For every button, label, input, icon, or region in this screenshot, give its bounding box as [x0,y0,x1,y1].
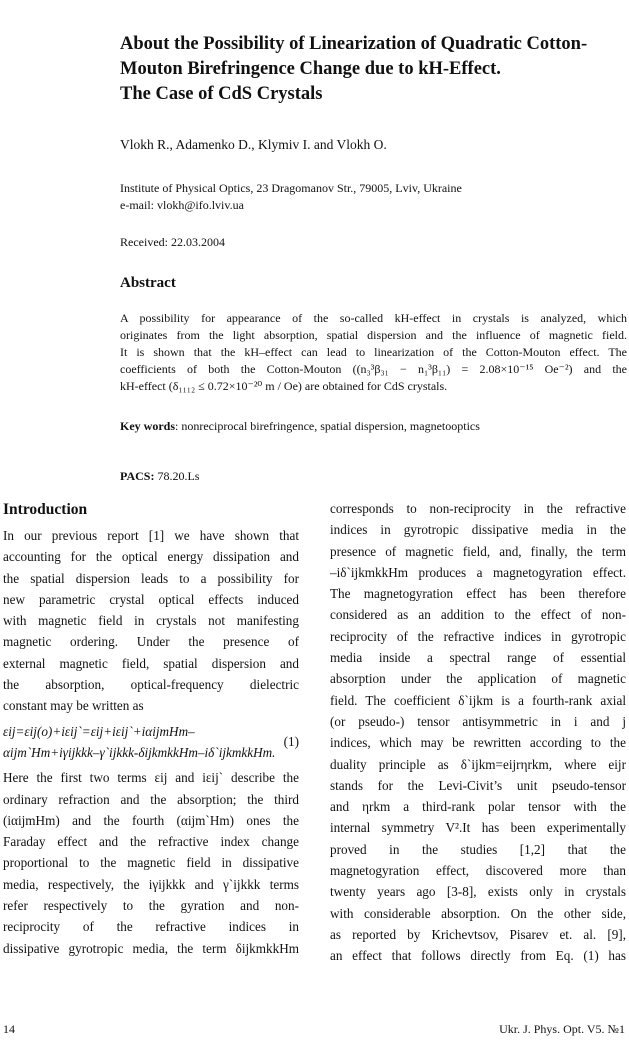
abstract-body [120,310,627,395]
body-line: refer respectively to the gyration and non- [3,898,299,914]
journal-reference: Ukr. J. Phys. Opt. V5. №1 [499,1022,625,1036]
body-line: Faraday effect and the refractive index change [3,834,299,850]
pacs-value: 78.20.Ls [154,469,200,483]
equation-line-1: εij=εij(o)+iεij`=εij+iεij`+iαijmHm– [3,723,195,739]
abstract-line: A possibility for appearance of the so-called kH-effect in crystals is analyzed, which [120,311,627,325]
body-line: (or pseudo-) tensor antisymmetric in i and j [330,713,626,729]
abstract-line: kH-effect (δ₁₁₁₂ ≤ 0.72×10⁻²⁰ m / Oe) are obtained for CdS crystals. [120,379,448,393]
pacs-label: PACS: [120,469,155,483]
received-date: Received: 22.03.2004 [120,235,225,249]
page-number: 14 [3,1022,15,1036]
body-line: constant may be written as [3,698,144,714]
body-line: with considerable absorption. On the other side, [330,905,626,921]
body-line: duality principle as δ`ijkm=eijrηrkm, where eijr [330,756,626,772]
equation-1 [3,721,299,764]
body-line: reciprocity of the refractive indices in [3,919,299,935]
body-line: proved in the studies [1,2] that the [330,841,626,857]
body-line: media inside a spectral range of essential [330,650,626,666]
body-line: The magnetogyration effect has been therefore [330,586,626,602]
body-line: (iαijmHm) and the fourth (αijm`Hm) ones the [3,812,299,828]
title-line-2: Mouton Birefringence Change due to kH-Effect. [120,59,501,79]
body-line: indices in gyrotropic dissipative media in the [330,522,626,538]
body-line: In our previous report [1] we have shown that [3,528,299,543]
body-line: twenty years ago [3-8], exists only in crystals [330,884,626,900]
body-line: media, respectively, the iγijkkk and γ`ijkkk terms [3,876,299,892]
keywords-text: : nonreciprocal birefringence, spatial dispersion, magnetooptics [175,419,480,433]
equation-line-2: αijm`Hm+iγijkkk–γ`ijkkk-δijkmkkHm–iδ`ijkmkkHm. [3,744,276,760]
email: e-mail: vlokh@ifo.lviv.ua [120,198,244,212]
equation-number: (1) [283,733,299,749]
body-line: ordinary refraction and the absorption; the third [3,791,299,807]
introduction-heading: Introduction [3,501,88,518]
body-line: Here the first two terms εij and iεij` describe the [3,770,299,786]
body-line: accounting for the optical energy dissipation and [3,549,299,565]
paper-title [120,32,620,107]
affiliation-block [120,180,462,214]
body-line: new parametric crystal optical effects induced [3,591,299,607]
authors: Vlokh R., Adamenko D., Klymiv I. and Vlokh O. [120,137,387,152]
body-line: dissipative gyrotropic media, the term δijkmkkHm [3,940,299,956]
abstract-line: coefficients of both the Cotton-Mouton ((n₃³β₃₁ − n₁³β₁₁) = 2.08×10⁻¹⁵ Oe⁻²) and the [120,362,627,376]
body-line: field. The coefficient δ`ijkm is a fourth-rank axial [330,692,626,708]
affiliation: Institute of Physical Optics, 23 Dragomanov Str., 79005, Lviv, Ukraine [120,181,462,195]
keywords [120,419,480,434]
body-line: with magnetic field in crystals not manifesting [3,613,299,629]
abstract-line: It is shown that the kH–effect can lead to linearization of the Cotton-Mouton effect. The [120,345,627,359]
pacs [120,469,199,484]
abstract-heading: Abstract [120,275,176,291]
body-line: and ηrkm a third-rank polar tensor with the [330,799,626,815]
body-line: external magnetic field, spatial dispersion and [3,655,299,671]
body-line: the absorption, optical-frequency dielectric [3,677,299,693]
left-column [3,525,299,959]
title-line-1: About the Possibility of Linearization of Quadratic Cotton- [120,34,588,54]
body-line: corresponds to non-reciprocity in the refractive [330,501,626,516]
body-line: reciprocity of the refractive indices in gyrotropic [330,628,626,644]
body-line: internal symmetry V².It has been experimentally [330,820,626,836]
body-line: indices, which may be rewritten according to the [330,735,626,751]
body-line: presence of magnetic field, and, finally, the term [330,543,626,559]
body-line: as reported by Krichevtsov, Pisarev et. al. [9], [330,926,626,942]
body-line: magnetic ordering. Under the presence of [3,634,299,650]
body-line: proportional to the magnetic field in dissipative [3,855,299,871]
body-line: –iδ`ijkmkkHm produces a magnetogyration effect. [330,564,626,580]
body-line: the spatial dispersion leads to a possibility for [3,570,299,586]
body-line: an effect that follows directly from Eq. (1) has [330,948,626,964]
right-column [330,498,626,967]
body-line: absorption under the application of magnetic [330,671,626,687]
keywords-label: Key words [120,419,175,433]
body-line: magnetogyration effect, discovered more than [330,863,626,879]
body-line: considered as an addition to the effect of non- [330,607,626,623]
title-line-3: The Case of CdS Crystals [120,84,323,104]
abstract-line: originates from the light absorption, spatial dispersion and the influence of magnetic field. [120,328,627,342]
body-line: stands for the Levi-Civit’s unit pseudo-tensor [330,777,626,793]
